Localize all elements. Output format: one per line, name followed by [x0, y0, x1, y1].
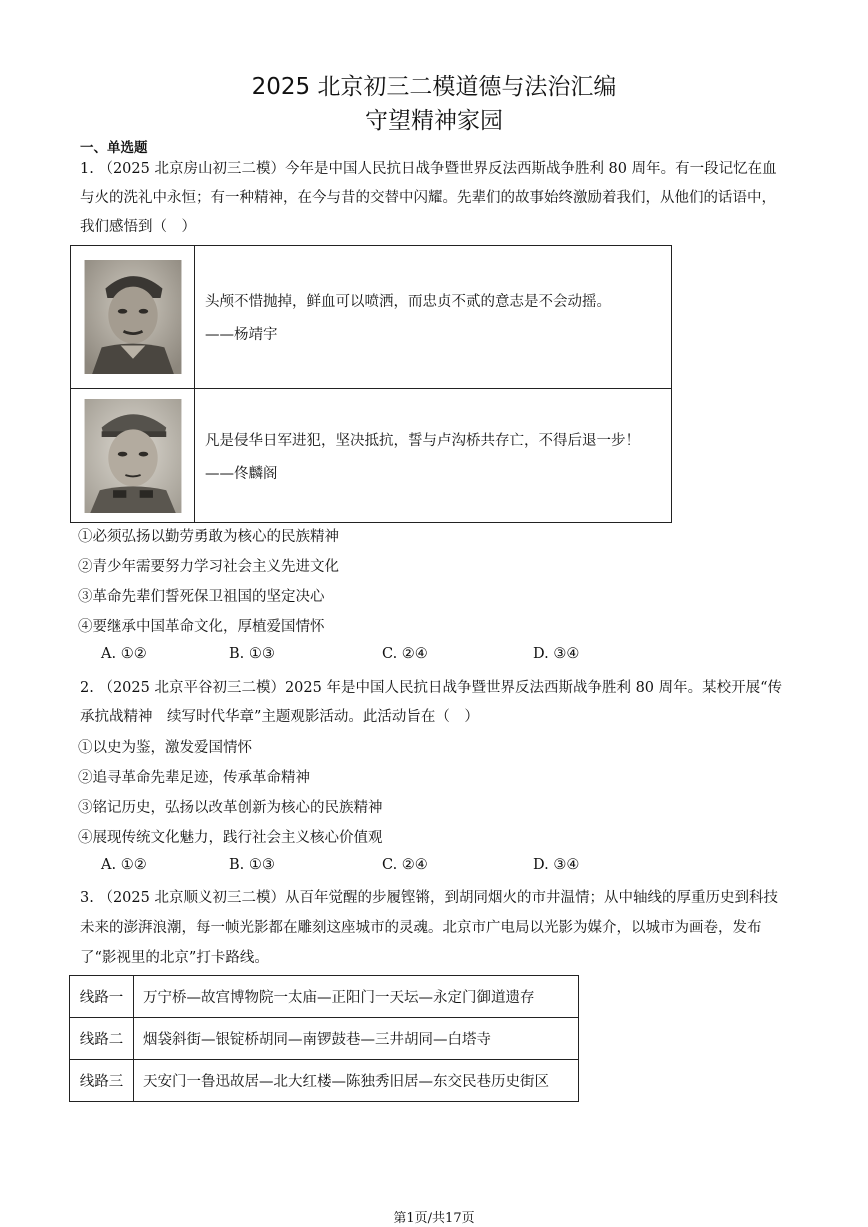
route-row: [70, 1018, 579, 1060]
q1-item-1: ①必须弘扬以勤劳勇敢为核心的民族精神: [78, 529, 339, 545]
q1-item-4: ④要继承中国革命文化，厚植爱国情怀: [78, 619, 325, 635]
route-path: 万宁桥—故宫博物院一太庙—正阳门一天坛—永定门御道遗存: [134, 976, 579, 1018]
quote-text: 凡是侵华日军进犯，坚决抵抗，誓与卢沟桥共存亡，不得后退一步！: [205, 432, 640, 449]
q1-option-a: A. ①②: [101, 646, 147, 662]
q2-item-3: ③铭记历史，弘扬以改革创新为核心的民族精神: [78, 800, 383, 816]
q2-stem-line-1: 2. （2025 北京平谷初三二模）2025 年是中国人民抗日战争暨世界反法西斯战争胜利 80 周年。某校开展“传: [80, 680, 783, 696]
q3-route-table: [69, 975, 579, 1102]
q3-stem-line-2: 未来的澎湃浪潮，每一帧光影都在雕刻这座城市的灵魂。北京市广电局以光影为媒介，以城市为画卷，发布: [80, 920, 762, 936]
q2-item-4: ④展现传统文化魅力，践行社会主义核心价值观: [78, 830, 383, 846]
q1-option-d: D. ③④: [533, 646, 580, 662]
q3-stem-line-3: 了“影视里的北京”打卡路线。: [80, 950, 269, 966]
q2-option-a: A. ①②: [101, 857, 147, 873]
q1-stem-line-3: 我们感悟到（ ）: [80, 219, 196, 235]
page-footer: 第1页/共17页: [393, 1211, 475, 1226]
q2-option-b: B. ①③: [229, 857, 275, 873]
q2-stem-line-2: 承抗战精神 续写时代华章”主题观影活动。此活动旨在（ ）: [80, 709, 479, 725]
q1-quote-table: [70, 245, 672, 523]
page-title: 2025 北京初三二模道德与法治汇编: [251, 74, 617, 100]
route-row: [70, 976, 579, 1018]
portrait-cell: [71, 389, 195, 523]
quote-author: ——佟麟阁: [205, 465, 278, 482]
quote-author: ——杨靖宇: [205, 327, 278, 343]
page-subtitle: 守望精神家园: [365, 108, 503, 134]
route-name: 线路三: [70, 1060, 134, 1102]
quote-cell: [195, 246, 672, 389]
route-name: 线路二: [70, 1018, 134, 1060]
section-heading: 一、单选题: [80, 140, 148, 156]
quote-row: [71, 246, 672, 389]
q2-option-c: C. ②④: [382, 857, 428, 873]
route-path: 天安门一鲁迅故居—北大红楼—陈独秀旧居—东交民巷历史街区: [134, 1060, 579, 1102]
q1-stem-line-1: 1. （2025 北京房山初三二模）今年是中国人民抗日战争暨世界反法西斯战争胜利 80 周年。有一段记忆在血: [80, 161, 777, 177]
route-row: [70, 1060, 579, 1102]
q1-item-2: ②青少年需要努力学习社会主义先进文化: [78, 559, 339, 575]
q3-stem-line-1: 3. （2025 北京顺义初三二模）从百年觉醒的步履铿锵，到胡同烟火的市井温情；从中轴线的厚重历史到科技: [80, 890, 778, 906]
portrait-yang-jingyu-image: [82, 260, 184, 374]
q1-option-c: C. ②④: [382, 646, 428, 662]
q1-item-3: ③革命先辈们誓死保卫祖国的坚定决心: [78, 589, 325, 605]
portrait-tong-linge-image: [82, 399, 184, 513]
quote-cell: [195, 389, 672, 523]
q2-item-1: ①以史为鉴，激发爱国情怀: [78, 740, 252, 756]
q2-option-d: D. ③④: [533, 857, 580, 873]
portrait-cell: [71, 246, 195, 389]
q2-item-2: ②追寻革命先辈足迹，传承革命精神: [78, 770, 310, 786]
route-name: 线路一: [70, 976, 134, 1018]
q1-option-b: B. ①③: [229, 646, 275, 662]
quote-text: 头颅不惜抛掉，鲜血可以喷洒，而忠贞不贰的意志是不会动摇。: [205, 294, 611, 310]
quote-row: [71, 389, 672, 523]
route-path: 烟袋斜街—银锭桥胡同—南锣鼓巷—三井胡同—白塔寺: [134, 1018, 579, 1060]
q1-stem-line-2: 与火的洗礼中永恒；有一种精神，在今与昔的交替中闪耀。先辈们的故事始终激励着我们，从他们的话语中，: [80, 190, 776, 206]
